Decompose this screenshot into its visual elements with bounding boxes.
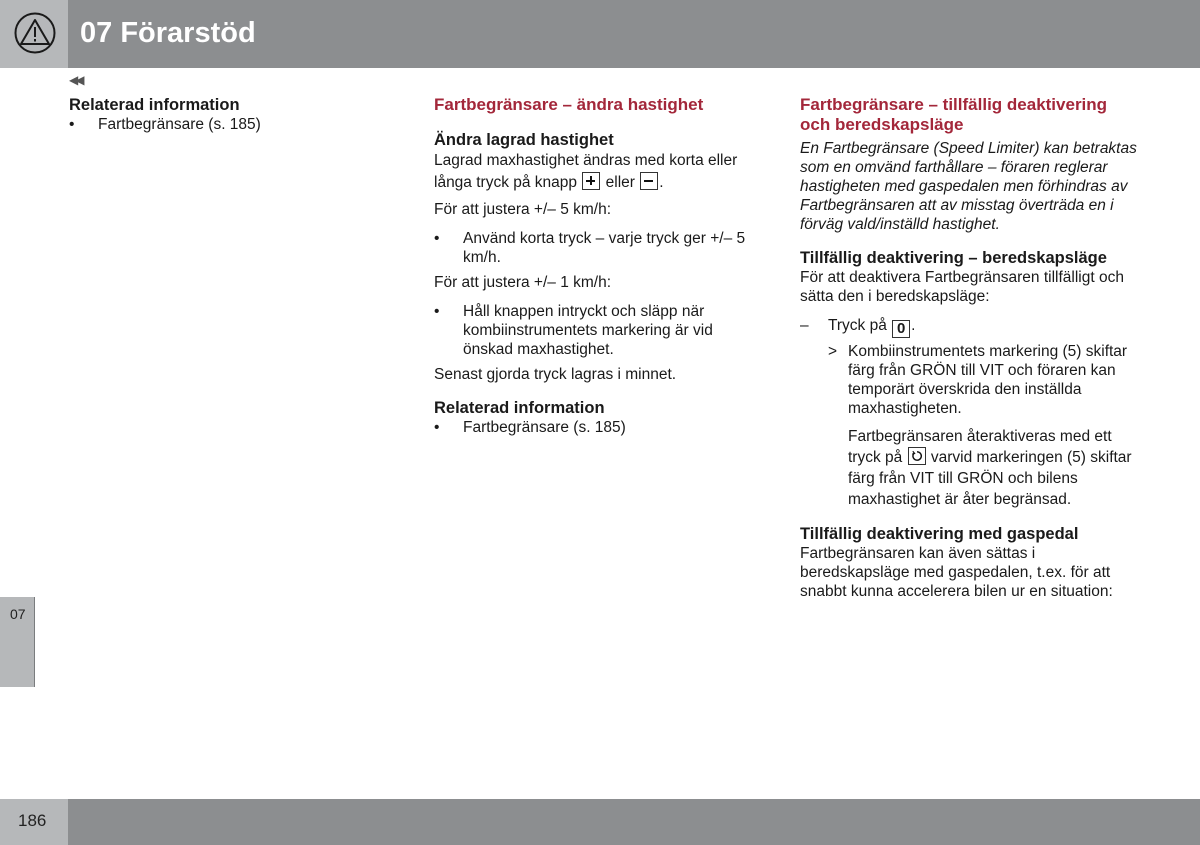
- intro-paragraph: [434, 150, 764, 194]
- reactivate-paragraph: [848, 426, 1140, 510]
- sub-heading: Tillfällig deaktivering – beredskapsläge: [800, 249, 1107, 267]
- step-pre: Tryck på: [828, 317, 887, 334]
- sub-heading: Ändra lagrad hastighet: [434, 131, 614, 149]
- intro-line-2: långa tryck på knapp: [434, 174, 578, 191]
- step-text: [828, 316, 915, 338]
- related-link-text[interactable]: Fartbegränsare (s. 185): [98, 116, 261, 133]
- related-link[interactable]: [434, 418, 764, 437]
- intro-paragraph: En Fartbegränsare (Speed Limiter) kan betraktas som en omvänd farthållare – föraren reglerar hastigheten med gaspedalen men förhindras av Fartbegränsaren att av misstag överträda en i förväg vald/inställd hastighet.: [800, 140, 1137, 233]
- sub1-text: För att deaktivera Fartbegränsaren tillfälligt och sätta den i beredskapsläge:: [800, 269, 1124, 305]
- list-item-text: Håll knappen intryckt och släpp när kombiinstrumentets markering är vid önskad maxhastighet.: [463, 303, 713, 358]
- warning-triangle-icon: [14, 12, 56, 54]
- adjust-5-text: För att justera +/– 5 km/h:: [434, 201, 612, 218]
- column-left: [69, 95, 389, 140]
- double-chevron-left-icon[interactable]: ◀◀: [69, 73, 82, 87]
- saved-text: Senast gjorda tryck lagras i minnet.: [434, 366, 677, 383]
- reactivate-line-1: Fartbegränsaren återaktiveras med ett: [848, 428, 1112, 445]
- plus-key-icon: [582, 172, 600, 190]
- reactivate-tryck: tryck på: [848, 449, 903, 466]
- chapter-title: 07 Förarstöd: [80, 17, 256, 49]
- reactivate-rest: varvid markeringen (5) skiftar färg från VIT till GRÖN och bilens maxhastighet är åter begränsad.: [848, 449, 1132, 508]
- sub-heading: Tillfällig deaktivering med gaspedal: [800, 525, 1079, 543]
- bullet-dot: •: [434, 419, 440, 436]
- bullet-dot: •: [434, 230, 440, 247]
- step-result: [828, 342, 1140, 418]
- bullet-dot: •: [69, 116, 75, 133]
- list-item-text: Använd korta tryck – varje tryck ger +/– 5 km/h.: [463, 230, 746, 266]
- page-number: 186: [18, 811, 47, 830]
- section-title: Fartbegränsare – tillfällig deaktivering och beredskapsläge: [800, 95, 1108, 134]
- related-link[interactable]: [69, 115, 389, 134]
- result-text: Kombiinstrumentets markering (5) skiftar färg från GRÖN till VIT och föraren kan temporärt överskrida den inställda maxhastigheten.: [848, 343, 1128, 417]
- column-middle: [434, 95, 764, 443]
- step-dash: –: [800, 317, 809, 334]
- sub2-text: Fartbegränsaren kan även sättas i beredskapsläge med gaspedalen, t.ex. för att snabbt kunna accelerera bilen ur en situation:: [800, 545, 1113, 600]
- intro-line-1: Lagrad maxhastighet ändras med korta eller: [434, 152, 738, 169]
- intro-end: .: [659, 174, 664, 191]
- adjust-1-text: För att justera +/– 1 km/h:: [434, 274, 612, 291]
- zero-key-icon: 0: [892, 320, 910, 338]
- chapter-tab-label: 07: [10, 606, 26, 622]
- footer-bar: [68, 799, 1200, 845]
- result-arrow: >: [828, 343, 838, 360]
- step-end: .: [911, 317, 916, 334]
- resume-key-icon: [908, 447, 926, 465]
- section-title: Fartbegränsare – ändra hastighet: [434, 95, 704, 114]
- column-right: [800, 95, 1140, 607]
- list-item: [434, 302, 764, 359]
- related-heading: Relaterad information: [69, 96, 240, 114]
- bullet-dot: •: [434, 303, 440, 320]
- minus-key-icon: [640, 172, 658, 190]
- intro-or: eller: [605, 174, 635, 191]
- step: [800, 316, 1140, 338]
- related-heading: Relaterad information: [434, 399, 605, 417]
- related-link-text[interactable]: Fartbegränsare (s. 185): [463, 419, 626, 436]
- list-item: [434, 229, 764, 267]
